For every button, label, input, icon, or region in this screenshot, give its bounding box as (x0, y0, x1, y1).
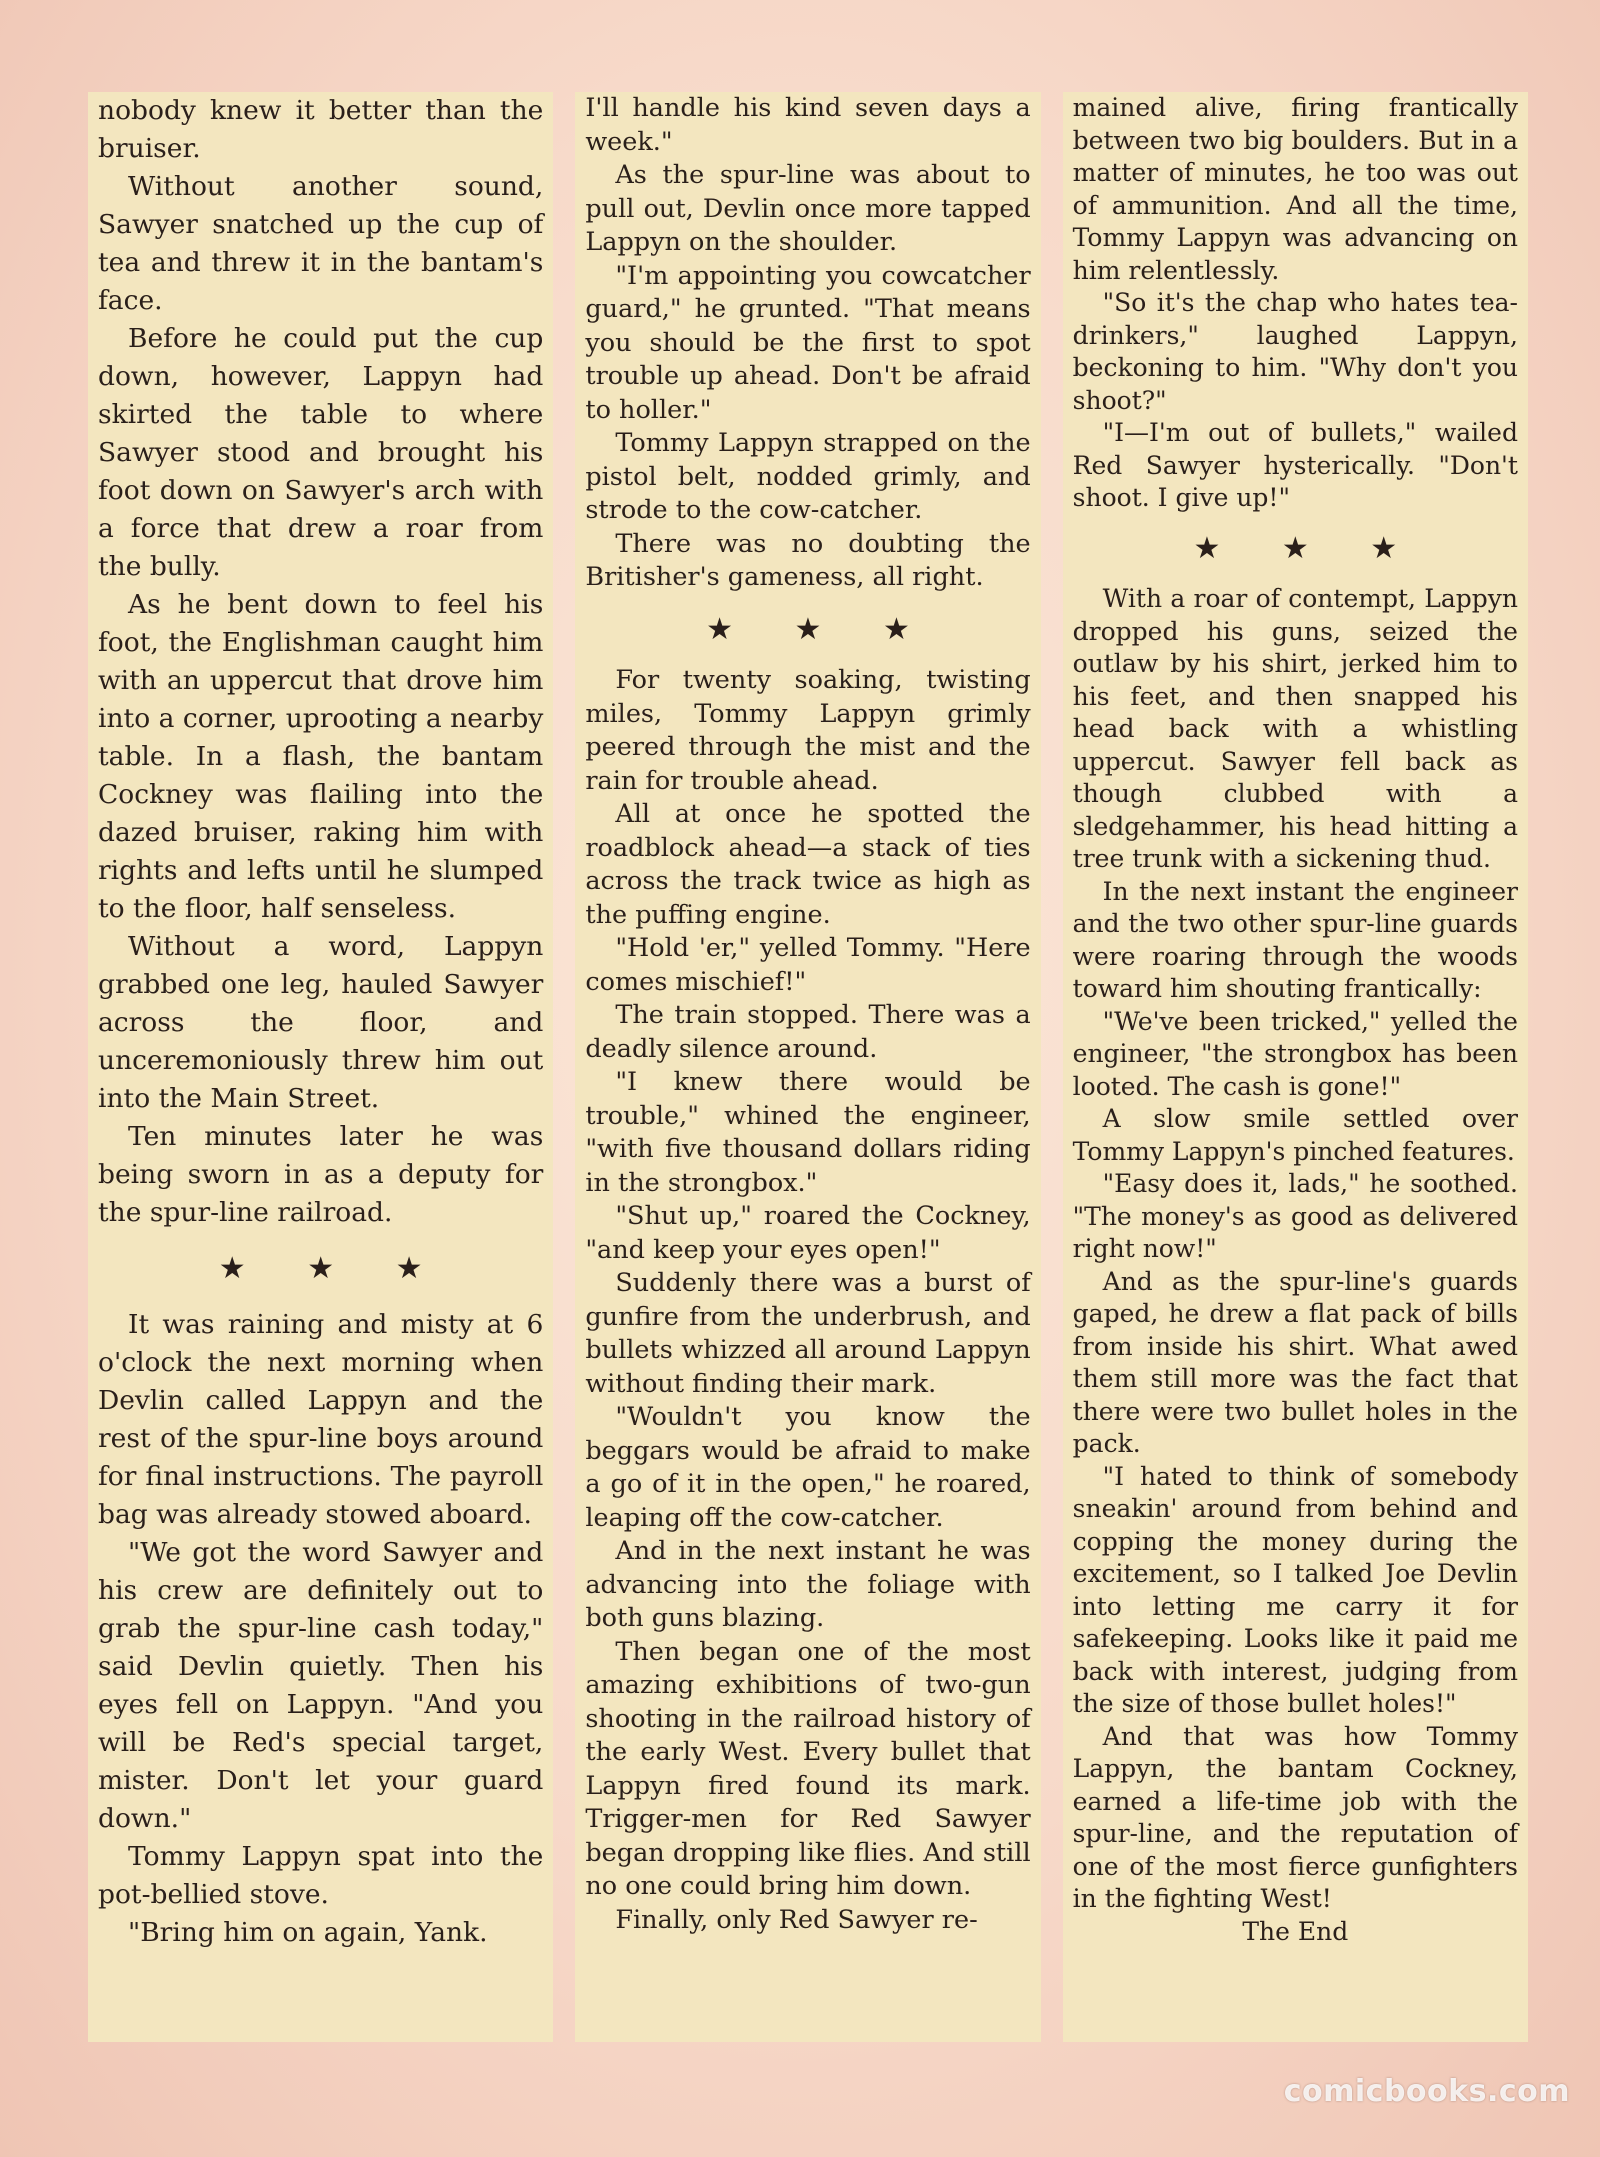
section-break-stars: ★ ★ ★ (218, 1251, 449, 1286)
article-body (88, 92, 1528, 2042)
paragraph: nobody knew it better than the bruiser. (98, 95, 544, 164)
paragraph: With a roar of contempt, Lappyn dropped his guns, seized the outlaw by his shirt, jerked him to his feet, and then snapped his head back with a whistling uppercut. Sawyer fell back as though clubbed with a sledgehammer, his head hitting a tree trunk with a sickening thud. (1072, 584, 1518, 873)
paragraph: "I'm appointing you cowcatcher guard," he grunted. "That means you should be the first to spot trouble up ahead. Don't be afraid to holler." (585, 260, 1031, 425)
paragraph: "I hated to think of somebody sneakin' around from behind and copping the money during the excitement, so I talked Joe Devlin into letting me carry it for safekeeping. Looks like it paid me back with interest, judging from the size of those bullet holes!" (1072, 1461, 1518, 1718)
paragraph: In the next instant the engineer and the two other spur-line guards were roaring through the woods toward him shouting frantically: (1072, 876, 1518, 1003)
paragraph: Suddenly there was a burst of gunfire from the underbrush, and bullets whizzed all around Lappyn without finding their mark. (585, 1268, 1031, 1399)
paragraph: "I knew there would be trouble," whined the engineer, "with five thousand dollars riding in the strongbox." (585, 1067, 1031, 1198)
paragraph: "Wouldn't you know the beggars would be afraid to make a go of it in the open," he roared, leaping off the cow-catcher. (585, 1402, 1031, 1533)
paragraph: And that was how Tommy Lappyn, the bantam Cockney, earned a life-time job with the spur-line, and the reputation of one of the most fierce gunfighters in the fighting West! (1072, 1721, 1518, 1913)
paragraph: The train stopped. There was a deadly silence around. (585, 1000, 1031, 1064)
paragraph: Then began one of the most amazing exhibitions of two-gun shooting in the railroad history of the early West. Every bullet that Lappyn fired found its mark. Trigger-men for Red Sawyer began dropping like flies. And still no one could bring him down. (585, 1636, 1031, 1901)
site-watermark: comicbooks.com (1283, 2074, 1570, 2109)
section-break-stars: ★ ★ ★ (706, 611, 936, 647)
paragraph: "Shut up," roared the Cockney, "and keep your eyes open!" (585, 1201, 1031, 1265)
paragraph: And in the next instant he was advancing into the foliage with both guns blazing. (585, 1536, 1031, 1633)
paragraph: Before he could put the cup down, however, Lappyn had skirted the table to where Sawyer stood and brought his foot down on Sawyer's arch with a force that drew a roar from the bully. (98, 323, 544, 582)
paragraph: "We got the word Sawyer and his crew are definitely out to grab the spur-line cash today," said Devlin quietly. Then his eyes fell on Lappyn. "And you will be Red's special target, mister. Don't let your guard down." (98, 1537, 544, 1834)
paragraph: Tommy Lappyn spat into the pot-bellied stove. (98, 1841, 544, 1910)
paragraph: "Hold 'er," yelled Tommy. "Here comes mischief!" (585, 933, 1031, 997)
section-break-stars: ★ ★ ★ (1193, 530, 1424, 566)
paragraph: As he bent down to feel his foot, the Englishman caught him with an uppercut that drove him into a corner, uprooting a nearby table. In a flash, the bantam Cockney was flailing into the dazed bruiser, raking him with rights and lefts until he slumped to the floor, half senseless. (98, 589, 544, 924)
paragraph: mained alive, firing frantically between two big boulders. But in a matter of minutes, he too was out of ammunition. And all the time, Tommy Lappyn was advancing on him relentlessly. (1072, 93, 1518, 285)
paragraph: "So it's the chap who hates tea-drinkers," laughed Lappyn, beckoning to him. "Why don't you shoot?" (1072, 288, 1518, 415)
paragraph: "We've been tricked," yelled the engineer, "the strongbox has been looted. The cash is gone!" (1072, 1006, 1518, 1101)
paragraph: "Bring him on again, Yank. (128, 1917, 488, 1948)
column-3 (1063, 92, 1528, 2042)
paragraph: I'll handle his kind seven days a week." (585, 93, 1031, 157)
paragraph: Without another sound, Sawyer snatched up the cup of tea and threw it in the bantam's face. (98, 171, 544, 316)
column-1 (88, 92, 553, 2042)
paragraph: Finally, only Red Sawyer re- (615, 1904, 978, 1935)
the-end-label: The End (1242, 1916, 1349, 1946)
paragraph: All at once he spotted the roadblock ahead—a stack of ties across the track twice as high as the puffing engine. (585, 799, 1031, 930)
paragraph: Tommy Lappyn strapped on the pistol belt, nodded grimly, and strode to the cow-catcher. (585, 428, 1031, 525)
paragraph: As the spur-line was about to pull out, Devlin once more tapped Lappyn on the shoulder. (585, 160, 1031, 257)
paragraph: There was no doubting the Britisher's gameness, all right. (585, 528, 1031, 592)
paragraph: And as the spur-line's guards gaped, he drew a flat pack of bills from inside his shirt. What awed them still more was the fact that there were two bullet holes in the pack. (1072, 1266, 1518, 1458)
paragraph: Without a word, Lappyn grabbed one leg, hauled Sawyer across the floor, and unceremoniously threw him out into the Main Street. (98, 931, 544, 1114)
paragraph: For twenty soaking, twisting miles, Tommy Lappyn grimly peered through the mist and the rain for trouble ahead. (585, 665, 1031, 796)
paragraph: "I—I'm out of bullets," wailed Red Sawyer hysterically. "Don't shoot. I give up!" (1072, 418, 1518, 512)
paragraph: A slow smile settled over Tommy Lappyn's pinched features. (1072, 1104, 1518, 1166)
column-2 (575, 92, 1040, 2042)
paragraph: Ten minutes later he was being sworn in as a deputy for the spur-line railroad. (98, 1121, 544, 1228)
paragraph: "Easy does it, lads," he soothed. "The money's as good as delivered right now!" (1072, 1169, 1518, 1263)
paragraph: It was raining and misty at 6 o'clock the next morning when Devlin called Lappyn and the rest of the spur-line boys around for final instructions. The payroll bag was already stowed aboard. (98, 1309, 544, 1530)
